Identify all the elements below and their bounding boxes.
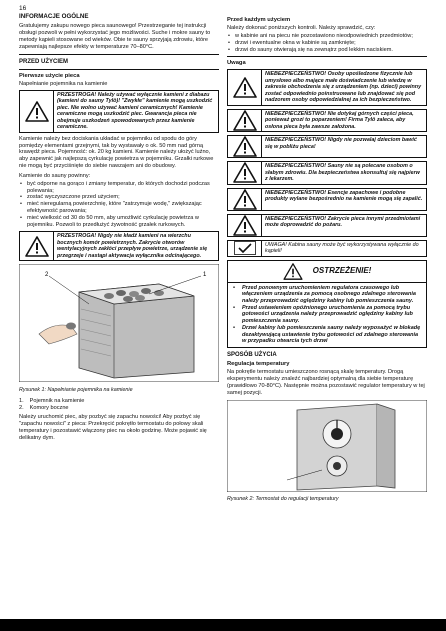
list-item: • w kabinie ani na piecu nie pozostawiono nieodpowiednich przedmiotów; [227, 33, 427, 40]
first-use-title: Pierwsze użycie pieca [19, 73, 80, 80]
right-column [227, 17, 427, 507]
caution-box [19, 90, 219, 133]
page-number: 16 [19, 5, 27, 12]
legend-item: 2. Komory boczne [19, 404, 69, 411]
heater-stones-illustration [19, 264, 219, 382]
list-item: • mieć nieregularną powierzchnię, które "zatrzymuje wodę," zwiększając efektywność parowania; [19, 201, 219, 215]
figure-2-caption: Rysunek 2: Termostat do regulacji temperatury [227, 496, 339, 503]
first-use-subtitle: Napełnianie pojemnika na kamienie [19, 81, 108, 88]
legend-item: 1. Pojemnik na kamienie [19, 397, 85, 404]
warning-triangle-icon [20, 91, 54, 132]
temperature-regulation-title: Regulacja temperatury [227, 361, 290, 368]
note-text: UWAGA! Kabina sauny może być wykorzystywana wyłącznie do kąpieli! [265, 241, 419, 255]
general-info-heading: INFORMACJE OGÓLNE [19, 12, 89, 20]
caution-text: PRZESTROGA! Należy używać wyłącznie kamieni z diabazu (kamieni do sauny Tylö)! "Zwykłe" kamienie mogą uszkodzić piec. Nie wolno używać kamieni ceramicznych! Kamienie ceramiczne mogą uszkodzić piec. Gwarancja pieca nie obejmuje uszkodzeń spowodowanych przez kamienie ceramiczne. [57, 91, 213, 131]
warning-triangle-icon [228, 136, 262, 157]
warning-triangle-icon [228, 162, 262, 183]
danger-text: NIEBEZPIECZEŃSTWO! Sauny nie są polecane osobom o słabym zdrowiu. Dla bezpieczeństwa skonsultuj się najpierw z lekarzem. [265, 163, 420, 183]
warning-triangle-icon [228, 70, 262, 104]
list-item: • Przed ponownym uruchomieniem regulatora czasowego lub włączeniem urządzenia za pomocą osobnego zdalnego sterowania należy przeprowadzić oględziny kabiny lub pomieszczenia sauny. [232, 285, 422, 305]
warning-triangle-icon [228, 215, 262, 236]
figure-label-1: 1 [203, 272, 207, 279]
stones-intro: Kamienie do sauny powinny: [19, 172, 91, 179]
checks-list [227, 33, 427, 53]
left-column [19, 5, 219, 445]
warning-panel-title: OSTRZEŻENIE! [312, 266, 372, 276]
danger-box [227, 109, 427, 132]
caution-text: PRZESTROGA! Nigdy nie kładź kamieni na wierzchu bocznych komór powietrznych. Zakrycie otworów wentylacyjnych zakłóci przepływ powietrze, urządzenie się przegrzeje i nastąpi aktywacja wyłącznika odcinającego. [57, 233, 208, 259]
warning-triangle-icon [20, 232, 54, 260]
list-item: • Drzwi kabiny lub pomieszczenia sauny należy wyposażyć w blokadę dezaktywującą ustawienie trybu gotowości od zdalnego sterowania w przypadku otwarcia tych drzwi [232, 325, 422, 345]
list-item: • Przed ustawieniem opóźnionego uruchomienia za pomocą trybu gotowości urządzenia należy przeprowadzić oględziny kabiny lub pomieszczenia sauny. [232, 305, 422, 325]
intro-paragraph: Gratulujemy zakupu nowego pieca saunowego! Przestrzeganie tej instrukcji obsługi pozwoli w pełni wykorzystać jego możliwości. Suche i mokre sauny to metody kąpieli stosowane od wieków. Obie te sauny sprzyjają zdrowiu, które zapewniają najlepsze efekty w temperaturze 70–80°C. [19, 23, 211, 50]
danger-text: NIEBEZPIECZEŃSTWO! Osoby upośledzone fizycznie lub umysłowo albo mające małe doświadczenie lub wiedzę w zakresie obchodzenia się z urządzeniem (np. dzieci) powinny zostać odpowiednio poinstruowane lub znajdować się pod nadzorem osoby odpowiedzialnej za ich bezpieczeństwo. [265, 71, 422, 104]
warning-triangle-icon [283, 263, 303, 280]
figure-1 [19, 264, 219, 385]
warning-triangle-icon [228, 110, 262, 131]
figure-2 [227, 400, 427, 495]
divider [19, 54, 219, 55]
danger-text: NIEBEZPIECZEŃSTWO! Nie dotykaj górnych części pieca, ponieważ grozi to poparzeniem! Firma Tylö zaleca, aby osłona pieca była zawsze założona. [265, 110, 414, 130]
caution-box [19, 231, 219, 261]
warning-panel-header [228, 261, 426, 283]
danger-box [227, 135, 427, 158]
divider [227, 56, 427, 57]
danger-box [227, 188, 427, 211]
danger-box [227, 69, 427, 105]
note-box [227, 240, 427, 257]
method-heading: SPOSÓB UŻYCIA [227, 352, 277, 358]
before-use-heading: PRZED UŻYCIEM [19, 58, 69, 65]
before-each-use-title: Przed każdym użyciem [227, 17, 291, 23]
figure-1-legend [19, 398, 219, 412]
thermostat-illustration [227, 400, 427, 492]
warning-triangle-icon [228, 189, 262, 210]
stones-list [19, 181, 219, 229]
figure-label-2: 2 [45, 272, 49, 279]
list-item: • drzwi do sauny otwierają się na zewnątrz pod lekkim naciskiem. [227, 47, 427, 54]
list-item: • być odporne na gorąco i zmiany temperatur, do których dochodzi podczas polewania; [19, 181, 219, 195]
warning-panel [227, 260, 427, 348]
danger-text: NIEBEZPIECZEŃSTWO! Zakrycie pieca innymi przedmiotami może doprowadzić do pożaru. [265, 215, 421, 229]
warning-panel-list [228, 283, 426, 347]
before-each-use-text: Należy dokonać poniższych kontroli. Należy sprawdzić, czy: [227, 25, 376, 32]
new-smell-paragraph: Należy uruchomić piec, aby pozbyć się zapachu nowości! Aby pozbyć się "zapachu nowości" z pieca: Przekręcić pokrętło termostatu do połowy skali temperatury i pozostawić włączony piec na około godzinę. Może pojawić się delikatny dym. [19, 414, 207, 441]
list-item: • mieć wielkość od 30 do 50 mm, aby umożliwić cyrkulację powietrza w pojemniku. Pozwoli to przedłużyć żywotność grzałek rurkowych. [19, 215, 219, 229]
stones-paragraph: Kamienie należy bez dociskania układać w pojemniku od spodu do góry pomiędzy elementami grzejnymi, tak by wystawały o ok. 50 mm nad górną krawędź pieca. Pojemność: ok. 20 kg kamieni. Kamienie należy ułożyć luźno, aby zapewnić jak najlepszą cyrkulację powietrza w pojemniku. Grzałki rurkowe nie mogą być przyciśnięte do siebie nawzajem ani do obudowy. [19, 135, 214, 170]
danger-text: NIEBEZPIECZEŃSTWO! Esencje zapachowe i podobne produkty wylane bezpośrednio na kamienie mogą się zapalić. [265, 189, 423, 203]
figure-1-caption: Rysunek 1: Napełnianie pojemnika na kamienie [19, 387, 133, 394]
divider [19, 69, 219, 70]
list-item: • zostać wyczyszczone przed użyciem; [19, 194, 219, 201]
note-heading: Uwaga [227, 60, 246, 67]
temperature-regulation-text: Na pokrętle termostatu umieszczono rosnącą skalę temperatury. Drogą eksperymentu należy znaleźć najbardziej optymalną dla siebie temperaturę (prawidłowo 70-80°C). Następnie można pozostawić regulator temperatury w tej samej pozycji. [227, 369, 425, 396]
list-item: • drzwi i ewentualne okna w kabinie są zamknięte; [227, 40, 427, 47]
footer-bar [0, 619, 446, 631]
danger-box [227, 161, 427, 184]
checkmark-icon [228, 241, 262, 256]
danger-box [227, 214, 427, 237]
danger-text: NIEBEZPIECZEŃSTWO! Nigdy nie pozwalaj dzieciom bawić się w pobliżu pieca! [265, 137, 417, 150]
